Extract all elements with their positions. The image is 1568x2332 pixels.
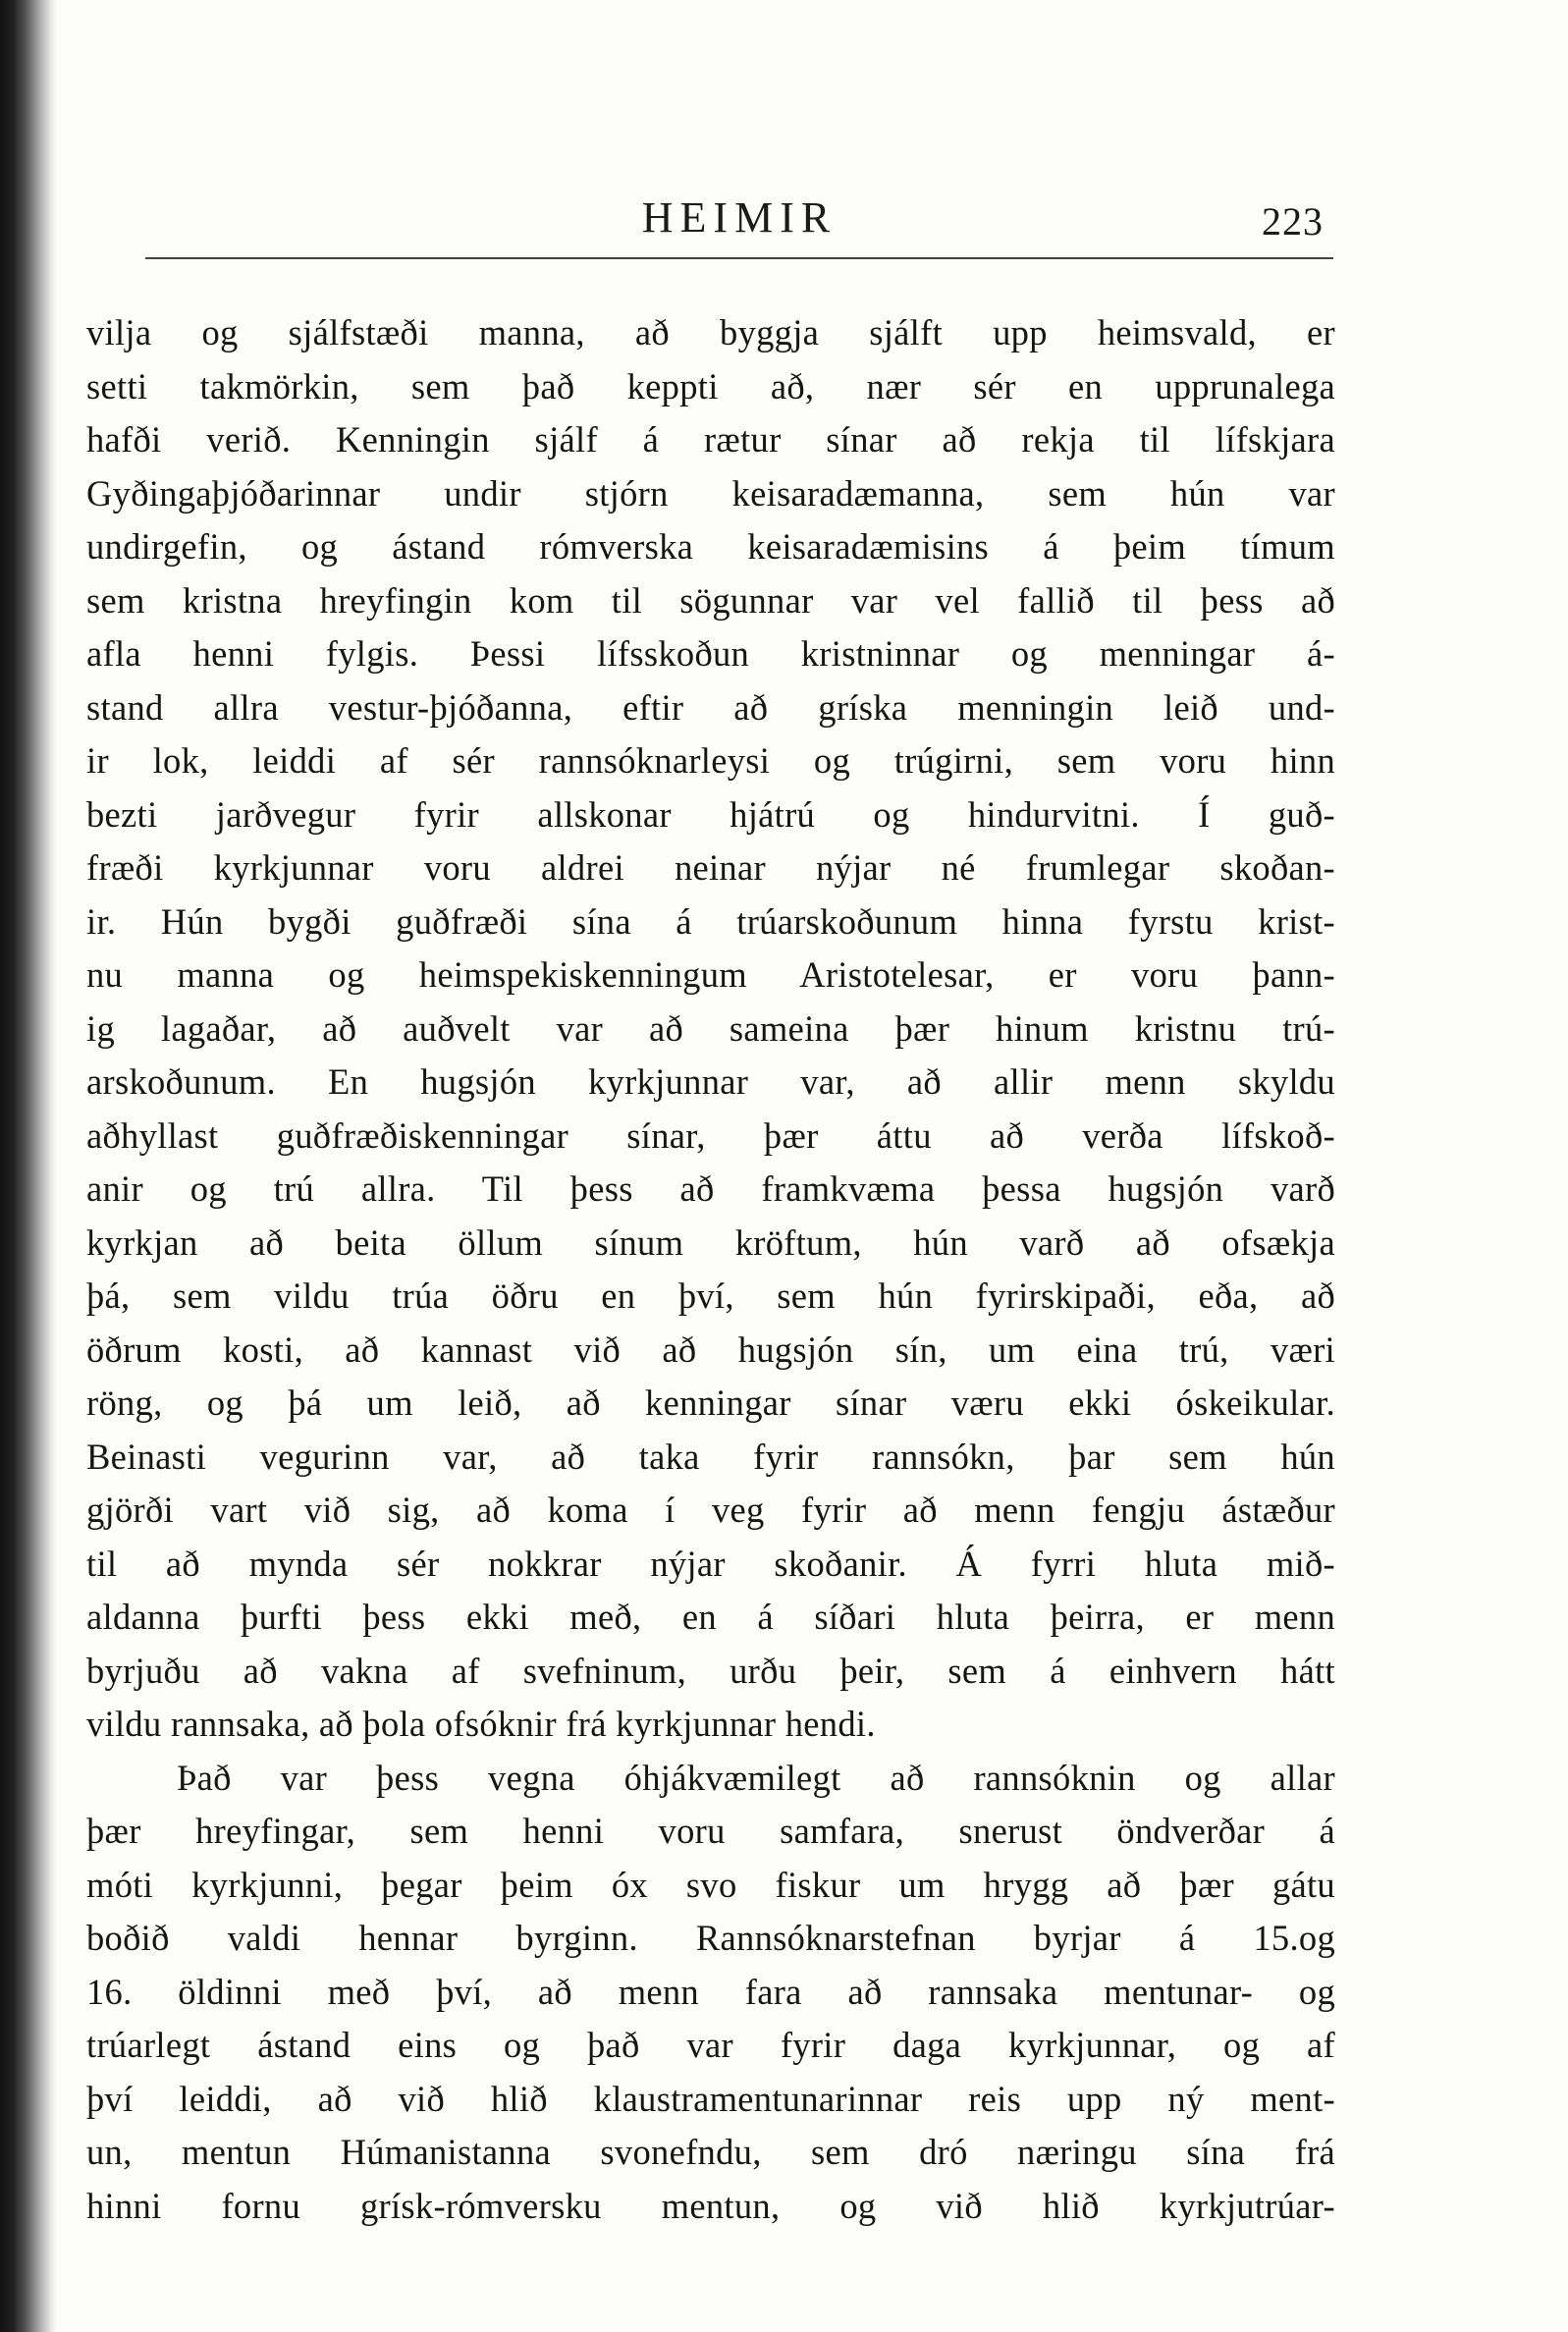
text-line: þá, sem vildu trúa öðru en því, sem hún fyrirskipaði, eða, að <box>86 1275 1335 1316</box>
text-line: setti takmörkin, sem það keppti að, nær sér en upprunalega <box>86 365 1335 407</box>
text-line: móti kyrkjunni, þegar þeim óx svo fiskur um hrygg að þær gátu <box>86 1864 1335 1905</box>
text-line: stand allra vestur-þjóðanna, eftir að gríska menningin leið und- <box>86 686 1335 728</box>
text-line: arskoðunum. En hugsjón kyrkjunnar var, að allir menn skyldu <box>86 1061 1335 1102</box>
text-line: boðið valdi hennar byrginn. Rannsóknarstefnan byrjar á 15.og <box>86 1918 1335 1958</box>
text-line: ir. Hún bygði guðfræði sína á trúarskoðunum hinna fyrstu krist- <box>86 900 1335 942</box>
text-line: því leiddi, að við hlið klaustramentunarinnar reis upp ný ment- <box>86 2078 1335 2119</box>
page-number: 223 <box>1262 199 1324 244</box>
text-line: kyrkjan að beita öllum sínum kröftum, hún varð að ofsækja <box>86 1221 1335 1263</box>
text-line: aldanna þurfti þess ekki með, en á síðari hluta þeirra, er menn <box>86 1597 1335 1637</box>
paragraph-end-line: vildu rannsaka, að þola ofsóknir frá kyrkjunnar hendi. <box>86 1704 876 1744</box>
text-line: trúarlegt ástand eins og það var fyrir daga kyrkjunnar, og af <box>86 2025 1335 2065</box>
text-line: afla henni fylgis. Þessi lífsskoðun kristninnar og menningar á- <box>86 633 1335 674</box>
text-line: sem kristna hreyfingin kom til sögunnar var vel fallið til þess að <box>86 579 1335 621</box>
running-head <box>145 192 1333 261</box>
text-line: Gyðingaþjóðarinnar undir stjórn keisaradæmanna, sem hún var <box>86 472 1335 514</box>
text-line: 16. öldinni með því, að menn fara að rannsaka mentunar- og <box>86 1971 1335 2012</box>
text-line: hinni fornu grísk-rómversku mentun, og við hlið kyrkjutrúar- <box>86 2185 1335 2226</box>
text-line: anir og trú allra. Til þess að framkvæma þessa hugsjón varð <box>86 1168 1335 1209</box>
text-line: hafði verið. Kenningin sjálf á rætur sínar að rekja til lífskjara <box>86 419 1335 460</box>
text-line: öðrum kosti, að kannast við að hugsjón sín, um eina trú, væri <box>86 1329 1335 1370</box>
text-line: gjörði vart við sig, að koma í veg fyrir að menn fengju ástæður <box>86 1490 1335 1530</box>
text-line: undirgefin, og ástand rómverska keisaradæmisins á þeim tímum <box>86 526 1335 567</box>
body-text <box>86 306 1335 2233</box>
text-line: vilja og sjálfstæði manna, að byggja sjálft upp heimsvald, er <box>86 312 1335 353</box>
text-line: nu manna og heimspekiskenningum Aristotelesar, er voru þann- <box>86 954 1335 995</box>
text-line: byrjuðu að vakna af svefninum, urðu þeir, sem á einhvern hátt <box>86 1650 1335 1691</box>
text-line: ir lok, leiddi af sér rannsóknarleysi og trúgirni, sem voru hinn <box>86 740 1335 781</box>
paragraph-start-line: Það var þess vegna óhjákvæmilegt að rannsóknin og allar <box>177 1757 1335 1798</box>
header-rule <box>145 257 1333 259</box>
text-line: röng, og þá um leið, að kenningar sínar væru ekki óskeikular. <box>86 1383 1335 1423</box>
text-line: aðhyllast guðfræðiskenningar sínar, þær áttu að verða lífskoð- <box>86 1114 1335 1156</box>
text-line: til að mynda sér nokkrar nýjar skoðanir. Á fyrri hluta mið- <box>86 1543 1335 1584</box>
text-line: ig lagaðar, að auðvelt var að sameina þær hinum kristnu trú- <box>86 1007 1335 1049</box>
text-line: Beinasti vegurinn var, að taka fyrir rannsókn, þar sem hún <box>86 1436 1335 1477</box>
text-line: un, mentun Húmanistanna svonefndu, sem dró næringu sína frá <box>86 2132 1335 2172</box>
text-line: þær hreyfingar, sem henni voru samfara, snerust öndverðar á <box>86 1811 1335 1851</box>
binding-edge <box>0 0 57 2332</box>
text-line: fræði kyrkjunnar voru aldrei neinar nýjar né frumlegar skoðan- <box>86 847 1335 888</box>
text-line: bezti jarðvegur fyrir allskonar hjátrú og hindurvitni. Í guð- <box>86 793 1335 835</box>
running-title: HEIMIR <box>641 193 838 242</box>
